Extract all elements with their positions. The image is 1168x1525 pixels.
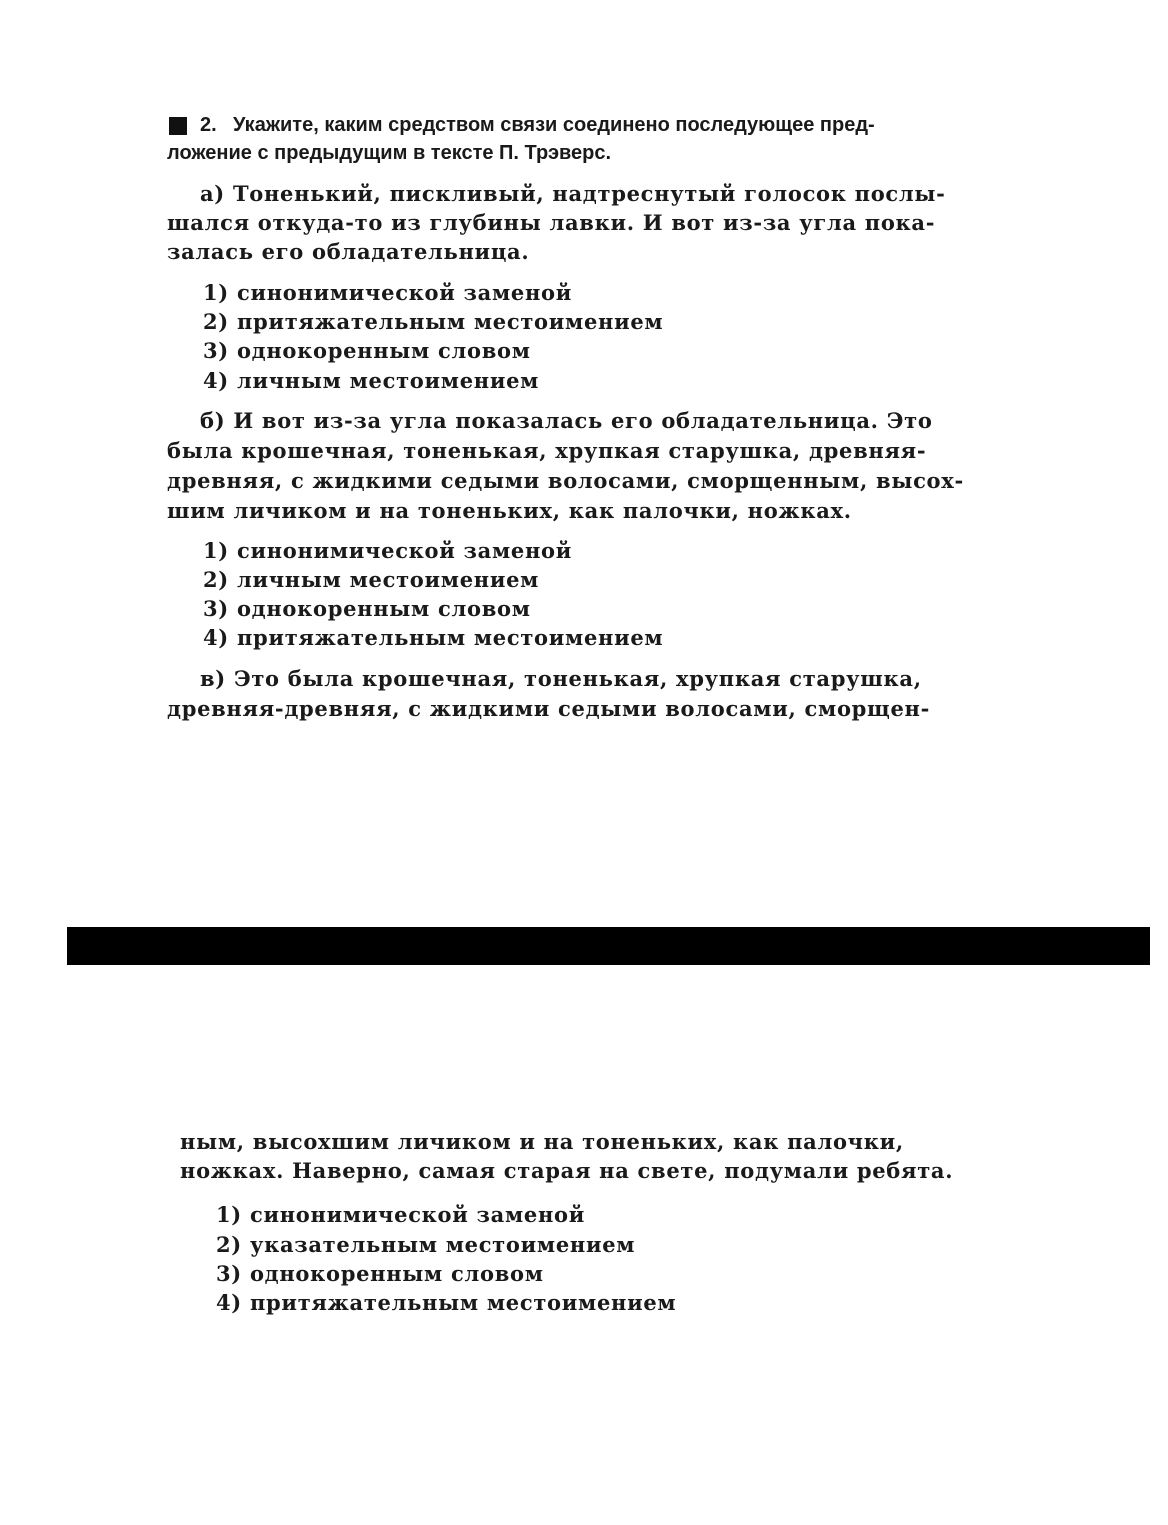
part-a-option: 4) личным местоимением (203, 368, 540, 393)
part-c-option: 2) указательным местоимением (216, 1232, 636, 1257)
part-c-text-line: в) Это была крошечная, тоненькая, хрупкая старушка, (200, 666, 922, 691)
part-c-option: 1) синонимической заменой (216, 1202, 586, 1227)
task-prompt-line: Укажите, каким средством связи соединено последующее пред- (233, 114, 875, 136)
part-c-continuation-line: ным, высохшим личиком и на тоненьких, как палочки, (180, 1129, 904, 1154)
part-c-option: 4) притяжательным местоимением (216, 1290, 677, 1315)
part-b-option: 4) притяжательным местоимением (203, 625, 664, 650)
part-b-text-line: шим личиком и на тоненьких, как палочки, ножках. (167, 498, 852, 523)
task-prompt-line: ложение с предыдущим в тексте П. Трэверс. (167, 142, 612, 164)
part-b-text-line: б) И вот из-за угла показалась его обладательница. Это (200, 408, 933, 433)
task-marker-square (169, 117, 187, 135)
part-b-text-line: древняя, с жидкими седыми волосами, сморщенным, высох- (167, 468, 964, 493)
task-number: 2. (200, 114, 217, 136)
part-b-text-line: была крошечная, тоненькая, хрупкая старушка, древняя- (167, 438, 927, 463)
part-a-text-line: залась его обладательница. (167, 239, 530, 264)
part-b-option: 1) синонимической заменой (203, 538, 573, 563)
part-a-text-line: а) Тоненький, пискливый, надтреснутый голосок послы- (200, 181, 946, 206)
part-c-text-line: древняя-древняя, с жидкими седыми волосами, сморщен- (167, 696, 931, 721)
part-a-option: 2) притяжательным местоимением (203, 309, 664, 334)
part-b-option: 2) личным местоимением (203, 567, 540, 592)
scan-divider-bar (67, 927, 1150, 965)
part-c-continuation-line: ножках. Наверно, самая старая на свете, подумали ребята. (180, 1158, 954, 1183)
part-a-text-line: шался откуда-то из глубины лавки. И вот из-за угла пока- (167, 210, 936, 235)
part-b-option: 3) однокоренным словом (203, 596, 531, 621)
part-c-option: 3) однокоренным словом (216, 1261, 544, 1286)
part-a-option: 3) однокоренным словом (203, 338, 531, 363)
part-a-option: 1) синонимической заменой (203, 280, 573, 305)
